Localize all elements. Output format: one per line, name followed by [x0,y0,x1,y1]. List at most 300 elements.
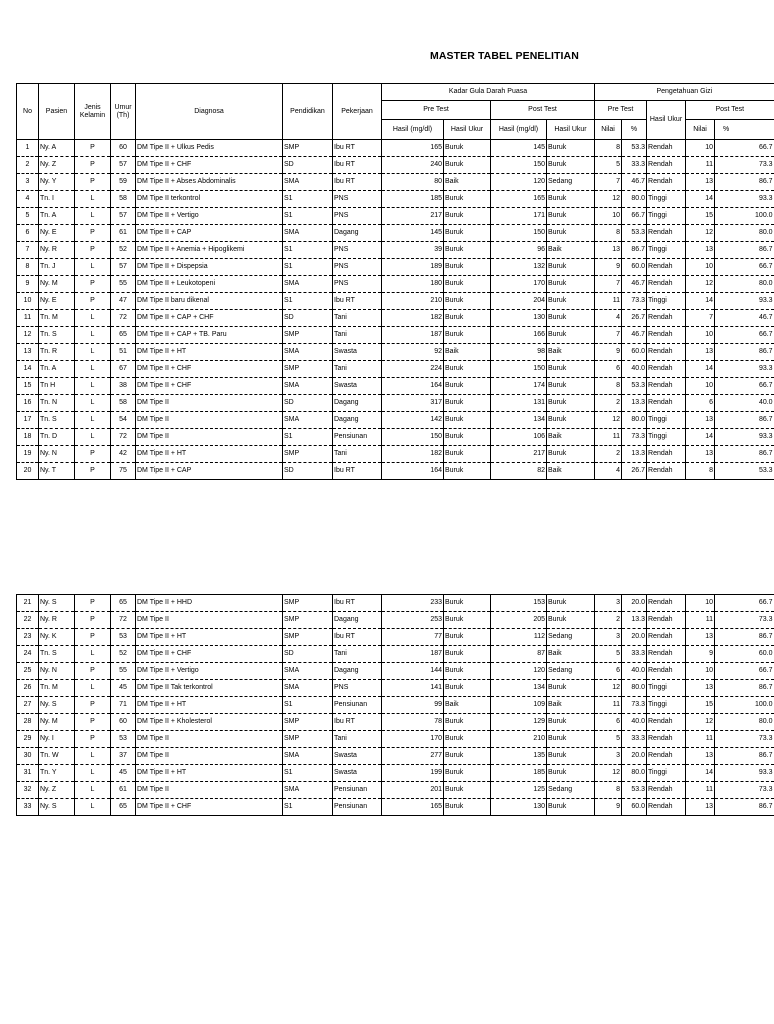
cell-gizi-post-persen: 93.3 [715,765,774,782]
cell-gizi-pre-nilai: 13 [595,242,622,259]
cell-pasien: Ny. T [39,463,75,480]
cell-post-hasil-mgdl: 96 [491,242,547,259]
cell-gizi-pre-nilai: 11 [595,429,622,446]
cell-pekerjaan: Dagang [333,612,382,629]
header-pekerjaan: Pekerjaan [333,84,382,140]
cell-pasien: Tn. M [39,310,75,327]
cell-pre-hasil-ukur: Buruk [444,310,491,327]
cell-pre-hasil-ukur: Buruk [444,327,491,344]
cell-pekerjaan: Ibu RT [333,140,382,157]
cell-pasien: Ny. M [39,276,75,293]
cell-gizi-hasil-ukur: Rendah [647,361,686,378]
cell-gizi-post-nilai: 13 [686,748,715,765]
cell-gizi-post-nilai: 11 [686,782,715,799]
cell-gizi-hasil-ukur: Tinggi [647,680,686,697]
cell-pre-hasil-mgdl: 165 [382,799,444,816]
cell-no: 30 [17,748,39,765]
cell-jenis-kelamin: P [75,612,111,629]
cell-no: 22 [17,612,39,629]
cell-gizi-pre-nilai: 3 [595,748,622,765]
cell-pre-hasil-mgdl: 224 [382,361,444,378]
cell-pasien: Tn. M [39,680,75,697]
cell-jenis-kelamin: L [75,799,111,816]
cell-gizi-pre-nilai: 10 [595,208,622,225]
cell-pekerjaan: PNS [333,242,382,259]
cell-no: 1 [17,140,39,157]
cell-post-hasil-mgdl: 129 [491,714,547,731]
cell-no: 27 [17,697,39,714]
table-row [17,612,774,629]
cell-gizi-hasil-ukur: Rendah [647,446,686,463]
cell-gizi-post-nilai: 12 [686,225,715,242]
cell-no: 11 [17,310,39,327]
cell-gizi-post-persen: 80.0 [715,276,774,293]
cell-jenis-kelamin: P [75,293,111,310]
cell-gizi-pre-persen: 80.0 [622,680,647,697]
cell-post-hasil-ukur: Buruk [547,612,595,629]
cell-gizi-post-nilai: 13 [686,799,715,816]
cell-diagnosa: DM Tipe II [136,412,283,429]
cell-pendidikan: SD [283,395,333,412]
cell-pasien: Tn. S [39,412,75,429]
cell-pendidikan: SD [283,310,333,327]
cell-pre-hasil-ukur: Buruk [444,782,491,799]
cell-gizi-post-nilai: 14 [686,765,715,782]
cell-pekerjaan: Ibu RT [333,629,382,646]
cell-umur: 45 [111,680,136,697]
cell-pre-hasil-mgdl: 80 [382,174,444,191]
cell-pre-hasil-ukur: Buruk [444,463,491,480]
cell-no: 5 [17,208,39,225]
cell-pekerjaan: Ibu RT [333,714,382,731]
cell-gizi-post-persen: 86.7 [715,242,774,259]
cell-post-hasil-ukur: Buruk [547,157,595,174]
cell-post-hasil-ukur: Buruk [547,731,595,748]
cell-pekerjaan: Dagang [333,395,382,412]
cell-gizi-pre-persen: 73.3 [622,293,647,310]
cell-diagnosa: DM Tipe II + CAP + TB. Paru [136,327,283,344]
cell-post-hasil-ukur: Buruk [547,714,595,731]
cell-gizi-hasil-ukur: Rendah [647,663,686,680]
cell-no: 31 [17,765,39,782]
cell-diagnosa: DM Tipe II + Vertigo [136,663,283,680]
cell-gizi-hasil-ukur: Rendah [647,782,686,799]
cell-post-hasil-mgdl: 130 [491,310,547,327]
header-no: No [17,84,39,140]
cell-gizi-pre-persen: 73.3 [622,697,647,714]
cell-gizi-pre-nilai: 7 [595,174,622,191]
cell-gizi-post-persen: 93.3 [715,191,774,208]
cell-pre-hasil-mgdl: 277 [382,748,444,765]
cell-gizi-hasil-ukur: Rendah [647,395,686,412]
cell-pekerjaan: Swasta [333,378,382,395]
cell-gizi-post-persen: 66.7 [715,663,774,680]
table-row [17,276,774,293]
cell-no: 25 [17,663,39,680]
cell-no: 21 [17,595,39,612]
cell-post-hasil-mgdl: 125 [491,782,547,799]
cell-pasien: Tn. I [39,191,75,208]
header-pre-hasil-mgdl: Hasil (mg/dl) [382,120,444,140]
cell-pasien: Ny. E [39,293,75,310]
cell-pre-hasil-mgdl: 144 [382,663,444,680]
cell-jenis-kelamin: P [75,463,111,480]
cell-diagnosa: DM Tipe II [136,612,283,629]
cell-umur: 54 [111,412,136,429]
table-row [17,697,774,714]
cell-gizi-pre-persen: 80.0 [622,765,647,782]
cell-gizi-post-persen: 40.0 [715,395,774,412]
header-pre-hasil-ukur: Hasil Ukur [444,120,491,140]
cell-gizi-post-persen: 73.3 [715,731,774,748]
cell-gizi-post-nilai: 6 [686,395,715,412]
cell-gizi-hasil-ukur: Rendah [647,225,686,242]
cell-jenis-kelamin: P [75,714,111,731]
table-row [17,446,774,463]
cell-no: 15 [17,378,39,395]
cell-gizi-post-nilai: 14 [686,191,715,208]
cell-post-hasil-ukur: Buruk [547,191,595,208]
cell-gizi-pre-nilai: 5 [595,731,622,748]
cell-jenis-kelamin: P [75,276,111,293]
cell-umur: 45 [111,765,136,782]
cell-pekerjaan: Dagang [333,412,382,429]
cell-gizi-hasil-ukur: Tinggi [647,412,686,429]
cell-diagnosa: DM Tipe II + CHF [136,646,283,663]
cell-umur: 67 [111,361,136,378]
cell-pendidikan: SMP [283,629,333,646]
cell-no: 18 [17,429,39,446]
table-row [17,293,774,310]
cell-no: 10 [17,293,39,310]
cell-no: 17 [17,412,39,429]
header-post-hasil-mgdl: Hasil (mg/dl) [491,120,547,140]
cell-umur: 60 [111,140,136,157]
cell-gizi-pre-nilai: 9 [595,799,622,816]
cell-gizi-pre-nilai: 11 [595,697,622,714]
cell-no: 20 [17,463,39,480]
cell-gizi-pre-nilai: 8 [595,782,622,799]
cell-pre-hasil-mgdl: 189 [382,259,444,276]
table-row [17,412,774,429]
cell-post-hasil-ukur: Buruk [547,748,595,765]
cell-pre-hasil-ukur: Buruk [444,663,491,680]
cell-pasien: Tn. W [39,748,75,765]
cell-no: 7 [17,242,39,259]
cell-gizi-hasil-ukur: Rendah [647,378,686,395]
cell-gizi-hasil-ukur: Rendah [647,731,686,748]
cell-diagnosa: DM Tipe II + Abses Abdominalis [136,174,283,191]
cell-pre-hasil-mgdl: 164 [382,378,444,395]
cell-post-hasil-ukur: Sedang [547,174,595,191]
cell-gizi-hasil-ukur: Tinggi [647,191,686,208]
cell-umur: 52 [111,242,136,259]
cell-gizi-pre-nilai: 5 [595,157,622,174]
header-umur: Umur (Th) [111,84,136,140]
cell-pre-hasil-ukur: Buruk [444,157,491,174]
cell-pekerjaan: Tani [333,327,382,344]
cell-jenis-kelamin: P [75,697,111,714]
cell-gizi-pre-nilai: 9 [595,259,622,276]
cell-pekerjaan: Ibu RT [333,463,382,480]
cell-gizi-post-persen: 73.3 [715,612,774,629]
cell-gizi-hasil-ukur: Rendah [647,344,686,361]
cell-gizi-post-persen: 86.7 [715,680,774,697]
cell-pekerjaan: Tani [333,310,382,327]
cell-pendidikan: SD [283,157,333,174]
table-row [17,629,774,646]
cell-pre-hasil-ukur: Buruk [444,361,491,378]
cell-pekerjaan: Tani [333,646,382,663]
cell-gizi-pre-persen: 26.7 [622,463,647,480]
table-row [17,225,774,242]
cell-gizi-post-persen: 66.7 [715,327,774,344]
cell-post-hasil-ukur: Buruk [547,799,595,816]
cell-gizi-pre-persen: 33.3 [622,731,647,748]
cell-gizi-post-persen: 53.3 [715,463,774,480]
cell-gizi-post-nilai: 11 [686,157,715,174]
cell-umur: 55 [111,663,136,680]
cell-umur: 53 [111,629,136,646]
cell-gizi-post-persen: 46.7 [715,310,774,327]
cell-gizi-pre-persen: 46.7 [622,327,647,344]
cell-no: 12 [17,327,39,344]
cell-gizi-pre-persen: 60.0 [622,344,647,361]
cell-umur: 61 [111,225,136,242]
cell-gizi-post-persen: 66.7 [715,140,774,157]
cell-pendidikan: SMA [283,225,333,242]
cell-gizi-post-nilai: 12 [686,276,715,293]
cell-pasien: Ny. R [39,612,75,629]
cell-pasien: Tn H [39,378,75,395]
cell-no: 28 [17,714,39,731]
cell-pekerjaan: Tani [333,731,382,748]
cell-pendidikan: SD [283,463,333,480]
cell-no: 9 [17,276,39,293]
header-kadar-post-test: Post Test [491,101,595,120]
cell-gizi-hasil-ukur: Rendah [647,276,686,293]
cell-pre-hasil-mgdl: 317 [382,395,444,412]
cell-pendidikan: SMA [283,748,333,765]
cell-post-hasil-ukur: Buruk [547,208,595,225]
cell-post-hasil-mgdl: 145 [491,140,547,157]
cell-post-hasil-mgdl: 130 [491,799,547,816]
cell-pre-hasil-mgdl: 182 [382,446,444,463]
cell-post-hasil-mgdl: 185 [491,765,547,782]
cell-gizi-post-persen: 86.7 [715,174,774,191]
cell-gizi-hasil-ukur: Tinggi [647,765,686,782]
cell-gizi-pre-nilai: 4 [595,463,622,480]
cell-pasien: Tn. D [39,429,75,446]
cell-pre-hasil-ukur: Buruk [444,612,491,629]
cell-pasien: Ny. S [39,697,75,714]
cell-pendidikan: SMA [283,276,333,293]
cell-pekerjaan: Dagang [333,225,382,242]
cell-umur: 42 [111,446,136,463]
cell-pendidikan: S1 [283,429,333,446]
cell-gizi-pre-nilai: 7 [595,327,622,344]
cell-gizi-pre-persen: 53.3 [622,225,647,242]
header-gizi-post-test: Post Test [686,101,774,120]
table-row [17,157,774,174]
header-pre-nilai: Nilai [595,120,622,140]
header-gizi-hasil-ukur: Hasil Ukur [647,101,686,140]
cell-pendidikan: SMA [283,663,333,680]
table-row [17,731,774,748]
cell-pendidikan: SMP [283,595,333,612]
cell-pendidikan: SMA [283,174,333,191]
cell-umur: 47 [111,293,136,310]
cell-pre-hasil-mgdl: 210 [382,293,444,310]
cell-pendidikan: SMP [283,361,333,378]
cell-jenis-kelamin: P [75,225,111,242]
cell-diagnosa: DM Tipe II [136,782,283,799]
cell-gizi-post-nilai: 10 [686,327,715,344]
cell-gizi-post-persen: 93.3 [715,293,774,310]
cell-umur: 72 [111,310,136,327]
cell-pendidikan: SMA [283,344,333,361]
cell-gizi-post-persen: 86.7 [715,629,774,646]
cell-gizi-pre-persen: 33.3 [622,646,647,663]
cell-gizi-pre-nilai: 11 [595,293,622,310]
table-row [17,463,774,480]
cell-gizi-hasil-ukur: Rendah [647,748,686,765]
cell-post-hasil-mgdl: 150 [491,225,547,242]
cell-gizi-pre-persen: 13.3 [622,395,647,412]
cell-post-hasil-ukur: Buruk [547,446,595,463]
cell-pre-hasil-ukur: Buruk [444,412,491,429]
cell-gizi-post-nilai: 12 [686,714,715,731]
cell-pendidikan: SD [283,646,333,663]
cell-pasien: Ny. E [39,225,75,242]
cell-gizi-hasil-ukur: Tinggi [647,429,686,446]
cell-pekerjaan: Swasta [333,765,382,782]
cell-post-hasil-mgdl: 132 [491,259,547,276]
cell-diagnosa: DM Tipe II + Vertigo [136,208,283,225]
cell-gizi-post-persen: 100.0 [715,208,774,225]
cell-pre-hasil-mgdl: 233 [382,595,444,612]
cell-gizi-pre-persen: 60.0 [622,259,647,276]
cell-post-hasil-ukur: Baik [547,429,595,446]
cell-jenis-kelamin: P [75,140,111,157]
cell-gizi-post-nilai: 9 [686,646,715,663]
cell-diagnosa: DM Tipe II + CHF [136,378,283,395]
table-row [17,191,774,208]
cell-post-hasil-mgdl: 106 [491,429,547,446]
cell-pasien: Ny. I [39,731,75,748]
cell-pendidikan: S1 [283,242,333,259]
cell-pendidikan: SMP [283,731,333,748]
cell-pre-hasil-mgdl: 187 [382,327,444,344]
cell-gizi-post-persen: 86.7 [715,344,774,361]
cell-jenis-kelamin: L [75,361,111,378]
cell-pekerjaan: Pensiunan [333,697,382,714]
cell-gizi-pre-persen: 26.7 [622,310,647,327]
cell-pendidikan: SMA [283,680,333,697]
cell-gizi-pre-nilai: 8 [595,225,622,242]
cell-gizi-pre-persen: 53.3 [622,782,647,799]
cell-post-hasil-mgdl: 87 [491,646,547,663]
cell-gizi-post-nilai: 15 [686,208,715,225]
cell-post-hasil-ukur: Buruk [547,765,595,782]
cell-gizi-pre-persen: 13.3 [622,612,647,629]
cell-gizi-pre-persen: 46.7 [622,276,647,293]
cell-pasien: Tn. S [39,646,75,663]
table-row [17,327,774,344]
cell-pasien: Tn. A [39,208,75,225]
cell-jenis-kelamin: L [75,344,111,361]
cell-pre-hasil-mgdl: 150 [382,429,444,446]
cell-diagnosa: DM Tipe II + Ulkus Pedis [136,140,283,157]
cell-diagnosa: DM Tipe II + Leukotopeni [136,276,283,293]
cell-pre-hasil-ukur: Buruk [444,242,491,259]
cell-pendidikan: S1 [283,293,333,310]
cell-umur: 71 [111,697,136,714]
cell-diagnosa: DM Tipe II [136,395,283,412]
cell-pendidikan: SMP [283,446,333,463]
cell-jenis-kelamin: P [75,174,111,191]
cell-post-hasil-mgdl: 131 [491,395,547,412]
cell-gizi-post-nilai: 10 [686,259,715,276]
cell-gizi-hasil-ukur: Rendah [647,714,686,731]
cell-gizi-post-nilai: 14 [686,429,715,446]
cell-no: 16 [17,395,39,412]
cell-gizi-pre-nilai: 2 [595,446,622,463]
cell-gizi-pre-nilai: 9 [595,344,622,361]
cell-pre-hasil-ukur: Buruk [444,276,491,293]
cell-diagnosa: DM Tipe II + CAP + CHF [136,310,283,327]
cell-gizi-post-nilai: 13 [686,242,715,259]
cell-diagnosa: DM Tipe II [136,429,283,446]
cell-pasien: Ny. M [39,714,75,731]
cell-jenis-kelamin: L [75,310,111,327]
cell-umur: 72 [111,429,136,446]
table-row [17,310,774,327]
cell-gizi-pre-nilai: 8 [595,140,622,157]
cell-no: 24 [17,646,39,663]
cell-post-hasil-mgdl: 150 [491,157,547,174]
table-row [17,344,774,361]
table-row [17,714,774,731]
master-table-part-1 [16,83,774,480]
cell-pasien: Ny. K [39,629,75,646]
cell-post-hasil-ukur: Buruk [547,412,595,429]
cell-pendidikan: SMP [283,612,333,629]
cell-gizi-pre-nilai: 7 [595,276,622,293]
cell-umur: 59 [111,174,136,191]
table-row [17,799,774,816]
cell-gizi-post-nilai: 10 [686,663,715,680]
cell-post-hasil-ukur: Baik [547,463,595,480]
cell-pekerjaan: PNS [333,259,382,276]
cell-pre-hasil-mgdl: 201 [382,782,444,799]
cell-pre-hasil-ukur: Buruk [444,748,491,765]
cell-gizi-hasil-ukur: Rendah [647,259,686,276]
cell-pendidikan: S1 [283,191,333,208]
cell-jenis-kelamin: L [75,259,111,276]
cell-gizi-post-nilai: 8 [686,463,715,480]
cell-jenis-kelamin: L [75,395,111,412]
cell-gizi-hasil-ukur: Rendah [647,463,686,480]
cell-pre-hasil-mgdl: 180 [382,276,444,293]
cell-gizi-pre-persen: 20.0 [622,595,647,612]
cell-post-hasil-mgdl: 135 [491,748,547,765]
table-row [17,595,774,612]
cell-diagnosa: DM Tipe II + HT [136,697,283,714]
cell-diagnosa: DM Tipe II [136,748,283,765]
cell-umur: 38 [111,378,136,395]
cell-gizi-post-persen: 86.7 [715,748,774,765]
